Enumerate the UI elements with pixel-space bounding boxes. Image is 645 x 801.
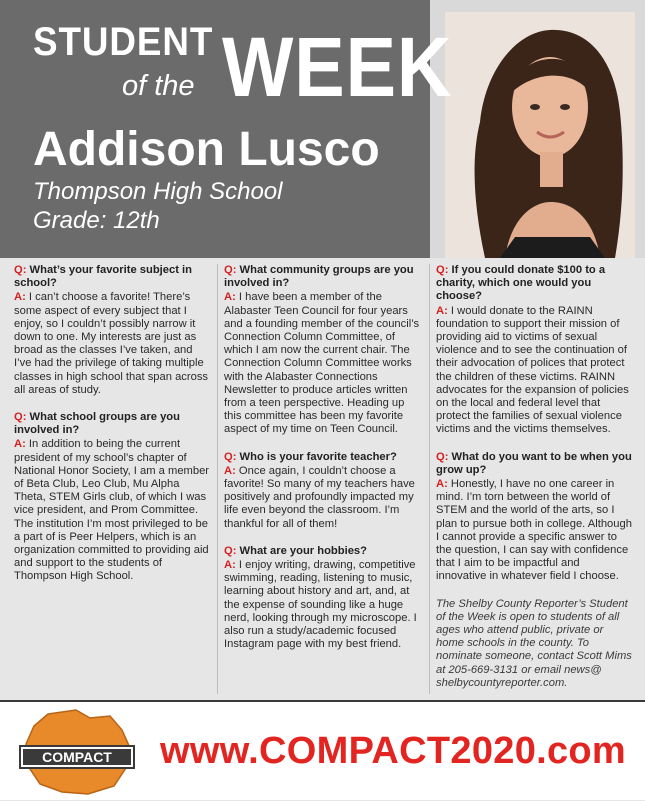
- answer: [436, 305, 633, 437]
- question: [436, 451, 633, 477]
- qa-item: [224, 545, 421, 652]
- a-label: A:: [436, 478, 448, 491]
- student-name: Addison Lusco: [33, 123, 380, 176]
- student-grade: Grade: 12th: [33, 207, 160, 234]
- column-divider: [217, 264, 218, 694]
- qa-item: [436, 451, 633, 584]
- q-label: Q:: [224, 544, 237, 557]
- a-label: A:: [224, 559, 236, 572]
- answer: [224, 465, 421, 531]
- qa-columns: [14, 264, 636, 694]
- question-text: Who is your favorite teacher?: [239, 450, 397, 463]
- footer-ad: [0, 700, 645, 800]
- question: [14, 411, 211, 437]
- title-of-the: of the: [122, 70, 195, 102]
- question: [224, 545, 421, 558]
- answer-text: I have been a member of the Alabaster Teen Council for four years and a founding member of the council’s Connection Column Committee, of which I am now the current chair. The Connection Column Committee works with the Alabaster Connections Newsletter to produce articles written from a teen perspective. Heading up this committee has been my favorite aspect of my time on Teen Council.: [224, 291, 420, 436]
- a-label: A:: [436, 304, 448, 317]
- q-label: Q:: [14, 264, 27, 276]
- qa-item: [14, 264, 211, 397]
- answer-text: I enjoy writing, drawing, competitive swimming, reading, listening to music, learning about history and art, and, at the expense of sounding like a huge nerd, looking through my microscope. I also run a study/academic focused Instagram page with my best friend.: [224, 559, 417, 651]
- title-student: STUDENT: [33, 20, 214, 64]
- q-label: Q:: [224, 450, 237, 463]
- qa-item: [14, 411, 211, 584]
- answer: [14, 291, 211, 397]
- nomination-note: The Shelby County Reporter’s Student of the Week is open to students of all ages who attend public, private or home schools in the county. To nominate someone, contact Scott Mims at 205-669-3131 or email news@ shelbycountyreporter.com.: [436, 597, 632, 689]
- question: [14, 264, 211, 290]
- q-label: Q:: [224, 264, 237, 276]
- compact-logo-icon: [18, 708, 136, 796]
- qa-item: [436, 264, 633, 437]
- qa-item: [224, 451, 421, 531]
- compact-website-link[interactable]: www.COMPACT2020.com: [160, 730, 627, 772]
- answer: [224, 291, 421, 436]
- title-week: WEEK: [222, 20, 453, 114]
- column-2: [224, 264, 421, 665]
- question: [224, 451, 421, 464]
- qa-item: [224, 264, 421, 437]
- answer: [14, 438, 211, 583]
- q-label: Q:: [14, 411, 27, 424]
- answer: [224, 559, 421, 651]
- answer-text: I can’t choose a favorite! There’s some aspect of every subject that I enjoy, so I couldn’t possibly narrow it down to one. My interests are just as broad as the classes I’ve taken, and I’ve had the privilege of taking multiple classes in high school that span across all areas of study.: [14, 291, 209, 396]
- question-text: What do you want to be when you grow up?: [436, 450, 632, 476]
- student-school: Thompson High School: [33, 178, 283, 205]
- header-banner: [0, 0, 645, 258]
- answer-text: Once again, I couldn’t choose a favorite! So many of my teachers have positively and profoundly impacted my life even beyond the classroom. I’m thankful for all of them!: [224, 464, 415, 530]
- column-1: [14, 264, 211, 598]
- column-divider: [429, 264, 430, 694]
- student-portrait-illustration: [445, 12, 635, 258]
- answer-text: Honestly, I have no one career in mind. I’m torn between the world of STEM and the world of the arts, so I plan to pursue both in college. Although I cannot provide a specific answer to the question, I can say with confidence that I aim to be impactful and innovative in whatever field I choose.: [436, 478, 632, 583]
- question-text: What’s your favorite subject in school?: [14, 264, 193, 290]
- compact-logo: [18, 708, 136, 796]
- question-text: If you could donate $100 to a charity, which one would you choose?: [436, 264, 606, 303]
- answer-text: I would donate to the RAINN foundation to support their mission of providing aid to victims of sexual violence and to see the continuation of their advocation of polices that protect the children of these victims. RAINN advocates for the expansion of policies on the local and federal level that protect the families of sexual violence victims and the victims themselves.: [436, 304, 629, 436]
- q-label: Q:: [436, 264, 449, 276]
- a-label: A:: [224, 464, 236, 477]
- question: [436, 264, 633, 304]
- a-label: A:: [14, 438, 26, 451]
- answer-text: In addition to being the current president of my school’s chapter of National Honor Society, I am a member of Beta Club, Leo Club, Mu Alpha Theta, STEM Girls club, of which I was vice president, and Prom Committee. The institution I’m most privileged to be a part of is Peer Helpers, which is an organization committed to providing aid and support to the students of Thompson High School.: [14, 438, 210, 583]
- column-3: [436, 264, 633, 690]
- question-text: What community groups are you involved in?: [224, 264, 414, 290]
- logo-text: COMPACT: [42, 749, 112, 765]
- student-photo: [445, 12, 635, 258]
- question: [224, 264, 421, 290]
- q-label: Q:: [436, 450, 449, 463]
- question-text: What school groups are you involved in?: [14, 411, 180, 437]
- a-label: A:: [224, 291, 236, 304]
- question-text: What are your hobbies?: [239, 544, 367, 557]
- answer: [436, 478, 633, 584]
- a-label: A:: [14, 291, 26, 304]
